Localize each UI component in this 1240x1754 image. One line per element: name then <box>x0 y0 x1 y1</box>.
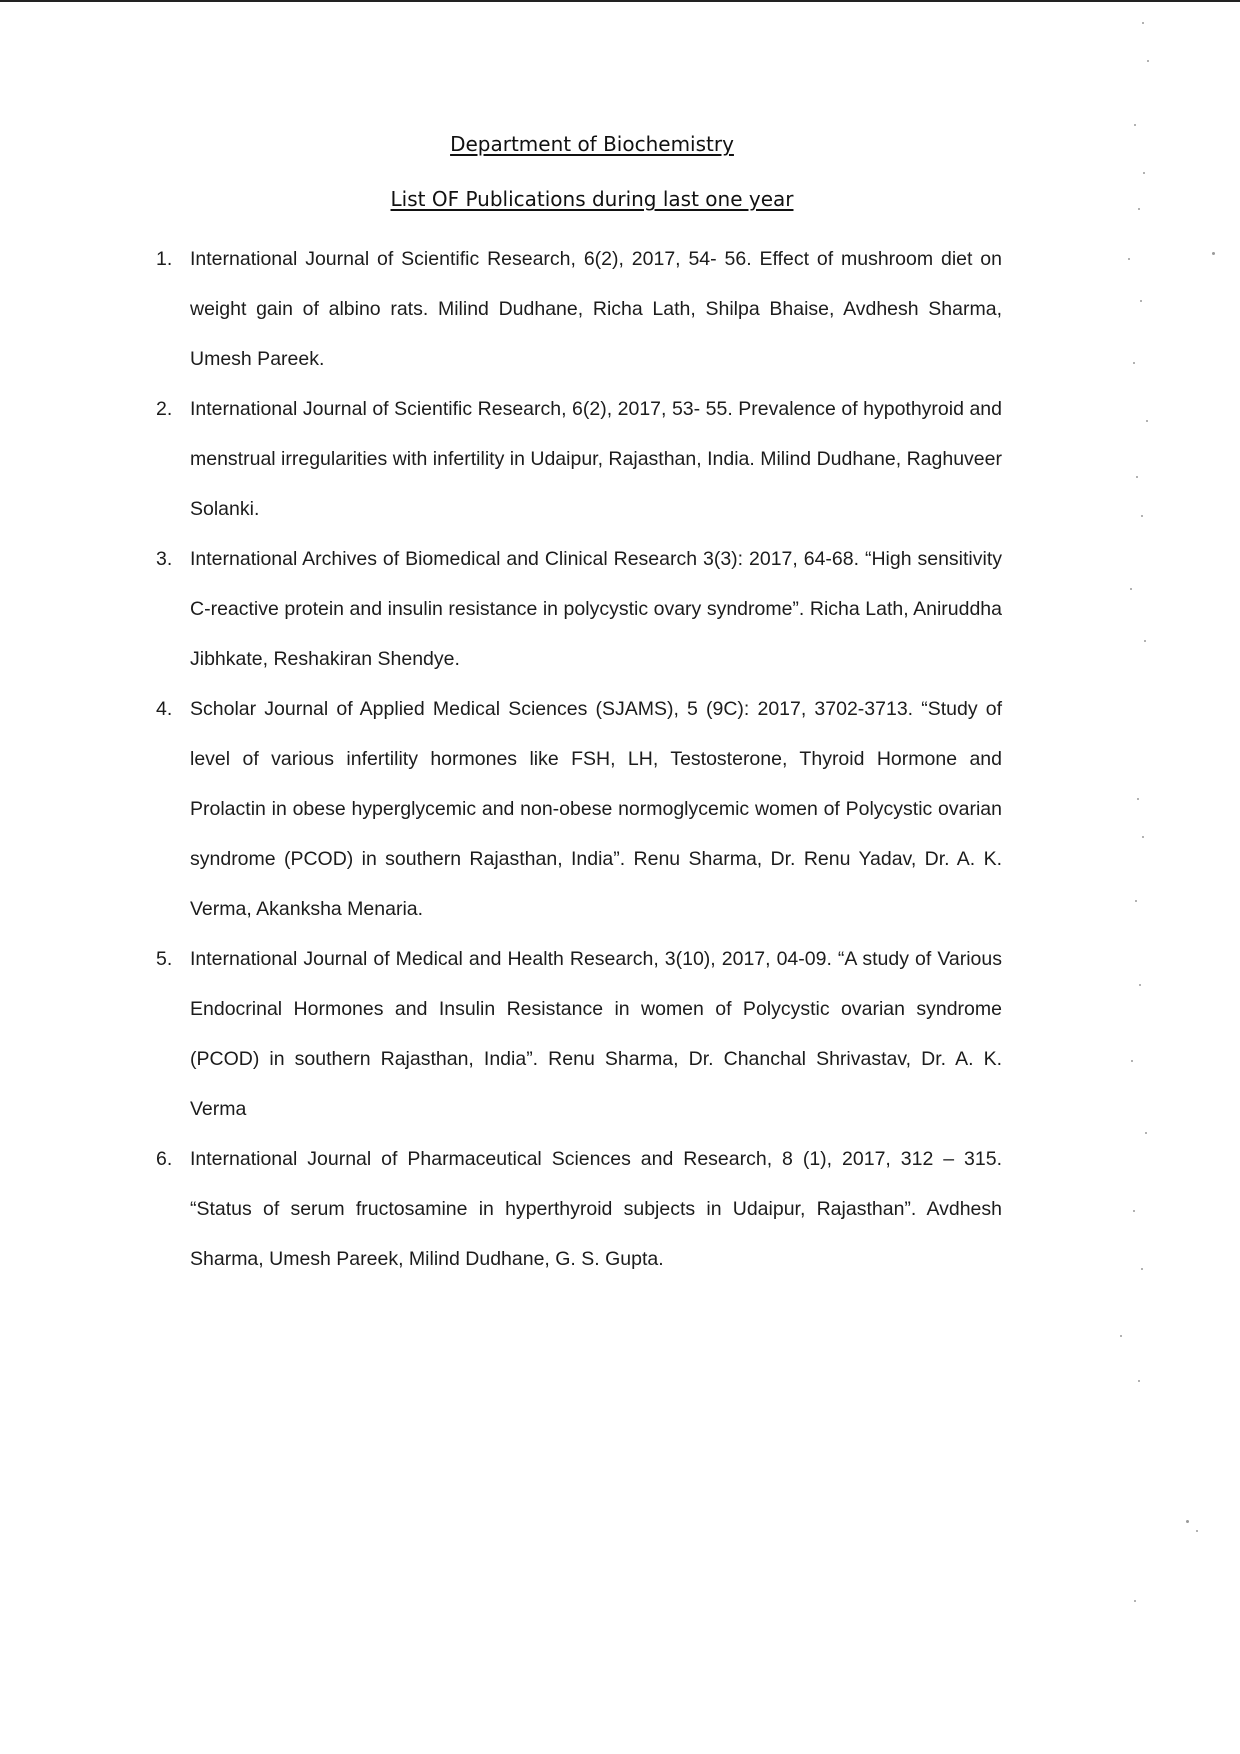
publication-item <box>150 234 1002 384</box>
publication-text: International Archives of Biomedical and Clinical Research 3(3): 2017, 64-68. “High sensitivity C-reactive protein and insulin resistance in polycystic ovary syndrome”. Richa Lath, Aniruddha Jibhkate, Reshakiran Shendye. <box>190 548 1002 670</box>
scan-speck <box>1212 252 1215 255</box>
scan-speck <box>1134 124 1136 126</box>
scan-speck <box>1186 1520 1189 1523</box>
scan-speck <box>1141 1268 1143 1270</box>
publication-text: International Journal of Scientific Research, 6(2), 2017, 54- 56. Effect of mushroom diet on weight gain of albino rats. Milind Dudhane, Richa Lath, Shilpa Bhaise, Avdhesh Sharma, Umesh Pareek. <box>190 248 1002 370</box>
scan-speck <box>1120 1335 1122 1337</box>
scan-speck <box>1138 208 1140 210</box>
scan-speck <box>1140 300 1142 302</box>
scan-speck <box>1133 362 1135 364</box>
publication-text: International Journal of Medical and Health Research, 3(10), 2017, 04-09. “A study of Various Endocrinal Hormones and Insulin Resistance in women of Polycystic ovarian syndrome (PCOD) in southern Rajasthan, India”. Renu Sharma, Dr. Chanchal Shrivastav, Dr. A. K. Verma <box>190 948 1002 1120</box>
publication-text: International Journal of Pharmaceutical Sciences and Research, 8 (1), 2017, 312 – 315. “Status of serum fructosamine in hyperthyroid subjects in Udaipur, Rajasthan”. Avdhesh Sharma, Umesh Pareek, Milind Dudhane, G. S. Gupta. <box>190 1148 1002 1270</box>
publication-item <box>150 684 1002 934</box>
scan-speck <box>1133 1210 1135 1212</box>
department-heading: Department of Biochemistry <box>450 132 734 156</box>
publication-item <box>150 934 1002 1134</box>
publication-number: 1. <box>156 248 173 270</box>
scan-speck <box>1139 984 1141 986</box>
publication-number: 3. <box>156 548 173 570</box>
scan-speck <box>1135 900 1137 902</box>
scan-speck <box>1147 60 1149 62</box>
scan-speck <box>1145 1132 1147 1134</box>
scan-speck <box>1146 420 1148 422</box>
scan-speck <box>1142 836 1144 838</box>
publication-text: International Journal of Scientific Research, 6(2), 2017, 53- 55. Prevalence of hypothyroid and menstrual irregularities with infertility in Udaipur, Rajasthan, India. Milind Dudhane, Raghuveer Solanki. <box>190 398 1002 520</box>
scan-speck <box>1136 476 1138 478</box>
publication-number: 4. <box>156 698 173 720</box>
publication-number: 5. <box>156 948 173 970</box>
scan-speck <box>1138 1380 1140 1382</box>
publication-item <box>150 384 1002 534</box>
publication-list <box>150 234 1002 1284</box>
publication-text: Scholar Journal of Applied Medical Sciences (SJAMS), 5 (9C): 2017, 3702-3713. “Study of level of various infertility hormones like FSH, LH, Testosterone, Thyroid Hormone and Prolactin in obese hyperglycemic and non-obese normoglycemic women of Polycystic ovarian syndrome (PCOD) in southern Rajasthan, India”. Renu Sharma, Dr. Renu Yadav, Dr. A. K. Verma, Akanksha Menaria. <box>190 698 1002 920</box>
scan-top-edge <box>0 0 1240 2</box>
publication-number: 2. <box>156 398 173 420</box>
scan-speck <box>1144 640 1146 642</box>
scan-speck <box>1142 22 1144 24</box>
scan-speck <box>1128 258 1130 260</box>
scan-speck <box>1130 588 1132 590</box>
publication-number: 6. <box>156 1148 173 1170</box>
publication-item <box>150 1134 1002 1284</box>
scan-speck <box>1131 1060 1133 1062</box>
scan-speck <box>1141 515 1143 517</box>
publication-item <box>150 534 1002 684</box>
scan-speck <box>1137 798 1139 800</box>
scan-speck <box>1134 1600 1136 1602</box>
list-title: List OF Publications during last one year <box>390 187 794 211</box>
scan-speck <box>1143 172 1145 174</box>
scan-speck <box>1196 1530 1198 1532</box>
